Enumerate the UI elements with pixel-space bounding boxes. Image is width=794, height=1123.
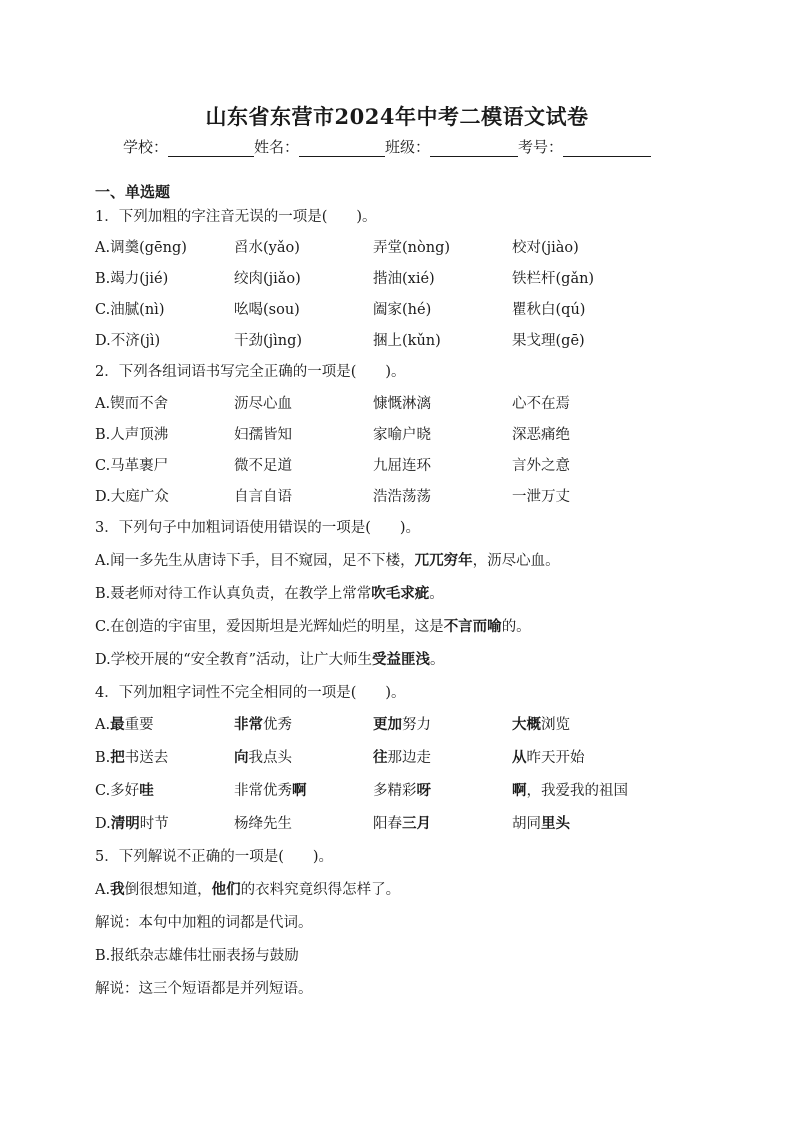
q1-d-item-4: 果戈理(gē)	[512, 333, 585, 349]
school-label: 学校：	[123, 138, 169, 156]
q3-b-tail: 。	[429, 586, 444, 602]
name-blank[interactable]	[299, 140, 385, 157]
number-label: 考号：	[518, 138, 564, 156]
q5-option-a	[95, 878, 400, 899]
q3-c-tail: 的。	[501, 619, 531, 635]
q5-b-explanation: 解说：这三个短语都是并列短语。	[95, 981, 313, 997]
q4-c-item-2: 非常优秀啊	[234, 782, 307, 799]
q3-c-text: C.在创造的宇宙里，爱因斯坦是光辉灿烂的明星，这是	[95, 619, 444, 635]
q3-b-text: B.聂老师对待工作认真负责，在教学上常常	[95, 586, 372, 602]
q2-c-item-1: C.马革裹尸	[95, 458, 169, 474]
q1-c-item-3: 阖家(hé)	[373, 302, 432, 318]
q3-option-d	[95, 648, 445, 669]
q2-a-item-1: A.锲而不舍	[95, 396, 169, 412]
q4-d-item-3: 阳春三月	[373, 815, 431, 832]
q4-a-item-1: A.最重要	[95, 716, 154, 733]
q2-b-item-3: 家喻户晓	[373, 427, 431, 443]
q2-d-item-1: D.大庭广众	[95, 489, 169, 505]
page-title: 山东省东营市2024年中考二模语文试卷	[205, 104, 589, 129]
q2-a-item-4: 心不在焉	[512, 396, 570, 412]
class-label: 班级：	[385, 138, 431, 156]
q4-d-item-1: D.清明时节	[95, 815, 169, 832]
q1-b-item-4: 铁栏杆(gǎn)	[512, 271, 595, 287]
q2-d-item-4: 一泄万丈	[512, 489, 570, 505]
q2-a-item-3: 慷慨淋漓	[373, 396, 431, 412]
q5-option-b: B.报纸杂志雄伟壮丽表扬与鼓励	[95, 948, 299, 964]
q1-b-item-2: 绞肉(jiǎo)	[234, 271, 301, 287]
q3-a-text: A.闻一多先生从唐诗下手，目不窥园，足不下楼，	[95, 553, 415, 569]
q3-c-bold-term: 不言而喻	[443, 618, 502, 635]
q1-a-item-2: 舀水(yǎo)	[234, 240, 300, 256]
q4-b-item-2: 向我点头	[234, 749, 292, 766]
q1-a-item-4: 校对(jiào)	[512, 240, 579, 256]
q2-b-item-2: 妇孺皆知	[234, 427, 292, 443]
q4-d-item-2: 杨绛先生	[234, 816, 292, 832]
q4-a-item-3: 更加努力	[373, 716, 431, 733]
q4-a-item-4: 大概浏览	[512, 716, 570, 733]
q3-option-b	[95, 582, 444, 603]
name-label: 姓名：	[254, 138, 300, 156]
number-blank[interactable]	[563, 140, 651, 157]
q3-stem: 3．下列句子中加粗词语使用错误的一项是( )。	[95, 520, 421, 536]
q2-c-item-4: 言外之意	[512, 458, 570, 474]
q5-a-explanation: 解说：本句中加粗的词都是代词。	[95, 915, 313, 931]
q4-stem: 4．下列加粗字词性不完全相同的一项是( )。	[95, 685, 406, 701]
q5-a-label: A.	[95, 882, 111, 898]
q2-c-item-2: 微不足道	[234, 458, 292, 474]
q4-d-item-4: 胡同里头	[512, 815, 570, 832]
q3-a-bold-term: 兀兀穷年	[414, 552, 473, 569]
q1-a-item-1: A.调羹(gēng)	[95, 240, 187, 256]
school-blank[interactable]	[168, 140, 254, 157]
q4-c-item-3: 多精彩呀	[373, 782, 431, 799]
q2-d-item-3: 浩浩荡荡	[373, 489, 431, 505]
q1-d-item-2: 干劲(jìng)	[234, 333, 303, 349]
q3-option-c	[95, 615, 531, 636]
q1-a-item-3: 弄堂(nòng)	[373, 240, 451, 256]
student-info-row	[123, 136, 651, 157]
q4-b-item-4: 从昨天开始	[512, 749, 585, 766]
q2-b-item-4: 深恶痛绝	[512, 427, 570, 443]
q4-b-item-3: 往那边走	[373, 749, 431, 766]
q5-a-bold-1: 我	[110, 881, 125, 898]
q5-a-text-1: 倒很想知道，	[124, 882, 212, 898]
q3-b-bold-term: 吹毛求疵	[371, 585, 430, 602]
q5-stem: 5．下列解说不正确的一项是( )。	[95, 849, 334, 865]
class-blank[interactable]	[430, 140, 518, 157]
q1-b-item-3: 揩油(xié)	[373, 271, 435, 287]
q5-a-text-2: 的衣料究竟织得怎样了。	[240, 882, 401, 898]
q2-stem: 2．下列各组词语书写完全正确的一项是( )。	[95, 364, 406, 380]
q1-b-item-1: B.竭力(jié)	[95, 271, 169, 287]
q3-a-tail: ，沥尽心血。	[472, 553, 560, 569]
q3-d-tail: 。	[430, 652, 445, 668]
q1-stem: 1．下列加粗的字注音无误的一项是( )。	[95, 209, 377, 225]
q3-option-a	[95, 549, 560, 570]
q4-c-item-1: C.多好哇	[95, 782, 154, 799]
section-title: 一、单选题	[95, 183, 171, 201]
q2-d-item-2: 自言自语	[234, 489, 292, 505]
q1-c-item-2: 吆喝(sou)	[234, 302, 300, 318]
q1-d-item-1: D.不济(jì)	[95, 333, 161, 349]
q4-c-item-4: 啊，我爱我的祖国	[512, 782, 628, 799]
q2-b-item-1: B.人声顶沸	[95, 427, 169, 443]
q2-a-item-2: 沥尽心血	[234, 396, 292, 412]
q4-b-item-1: B.把书送去	[95, 749, 169, 766]
q1-c-item-4: 瞿秋白(qú)	[512, 302, 586, 318]
q1-c-item-1: C.油腻(nì)	[95, 302, 165, 318]
q2-c-item-3: 九屈连环	[373, 458, 431, 474]
q3-d-text: D.学校开展的“安全教育”活动，让广大师生	[95, 652, 373, 668]
q4-a-item-2: 非常优秀	[234, 716, 292, 733]
q3-d-bold-term: 受益匪浅	[372, 651, 431, 668]
q5-a-bold-2: 他们	[211, 881, 241, 898]
q1-d-item-3: 捆上(kǔn)	[373, 333, 441, 349]
